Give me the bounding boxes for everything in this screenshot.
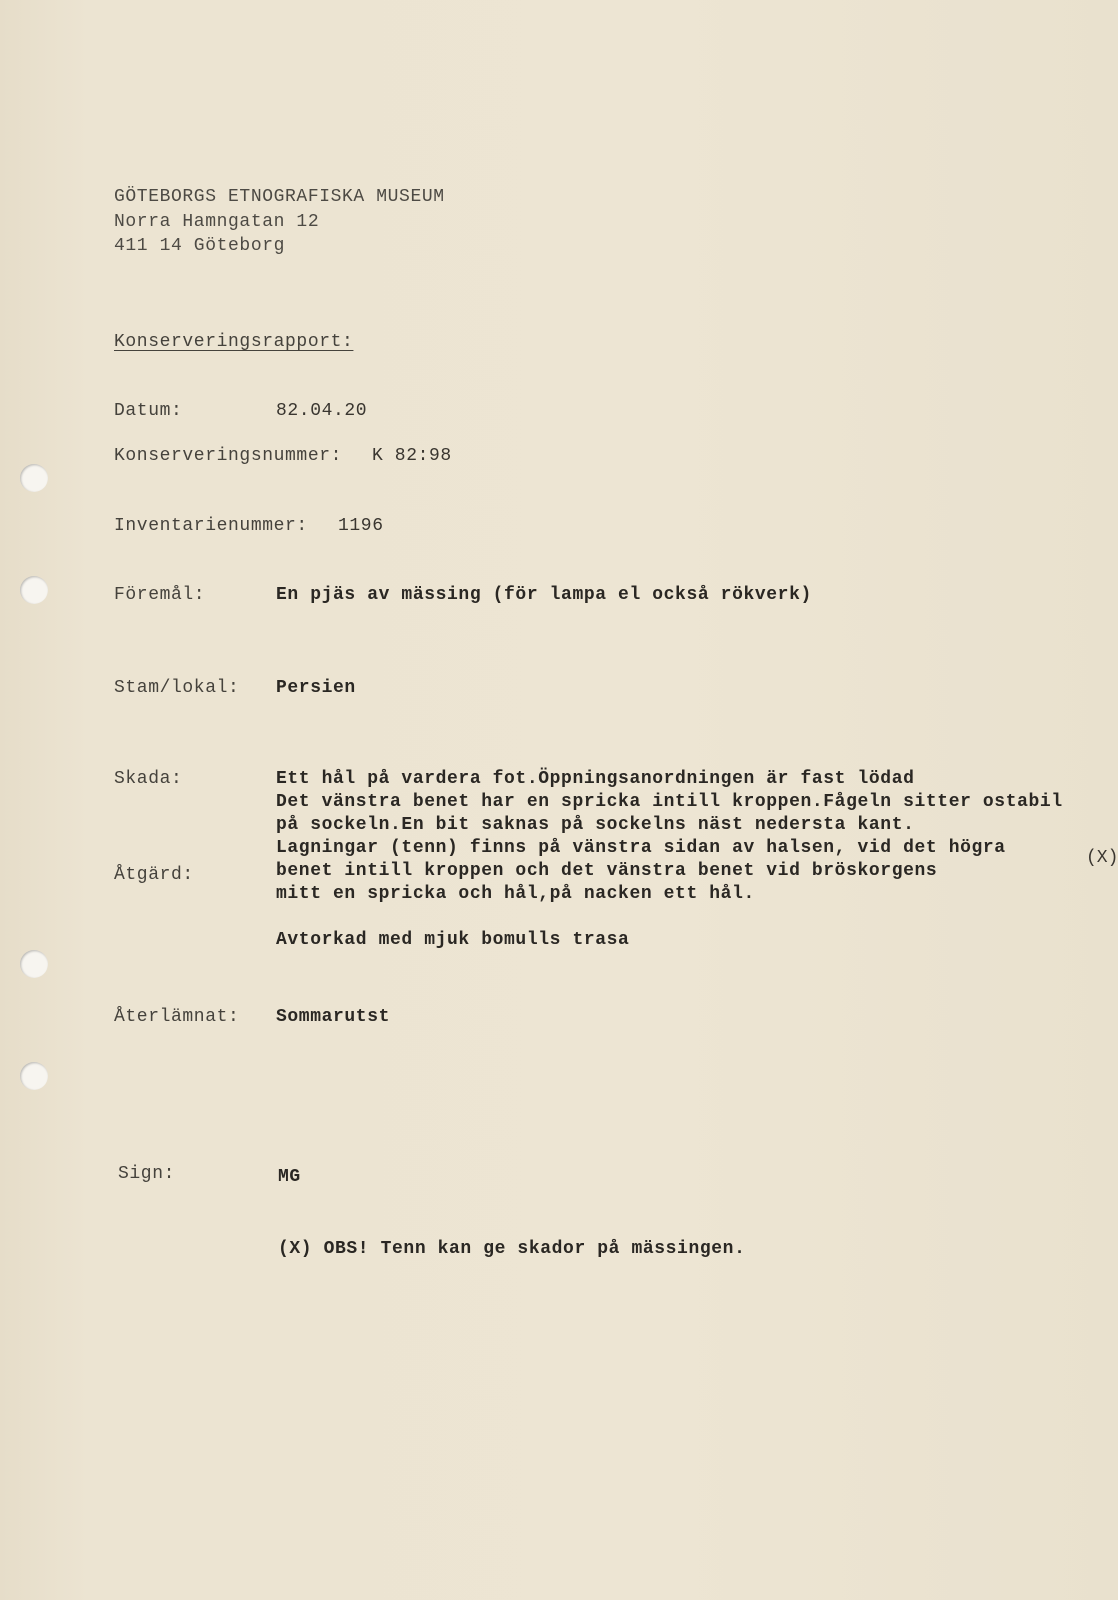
datum-label: Datum: (114, 401, 183, 421)
punch-hole (20, 576, 48, 604)
foremal-value: En pjäs av mässing (för lampa el också rökverk) (276, 585, 812, 605)
street-address: Norra Hamngatan 12 (114, 212, 320, 232)
inventarienummer-value: 1196 (338, 516, 384, 536)
skada-line: på sockeln.En bit saknas på sockelns näst nedersta kant. (276, 815, 915, 835)
sign-label: Sign: (118, 1164, 176, 1184)
margin-mark: (X) (1086, 848, 1118, 868)
punch-hole (20, 950, 48, 978)
stam-label: Stam/lokal: (114, 678, 240, 698)
aterlamnat-label: Återlämnat: (114, 1007, 240, 1027)
city-address: 411 14 Göteborg (114, 236, 286, 256)
aterlamnat-value: Sommarutst (276, 1007, 391, 1027)
skada-line: Ett hål på vardera fot.Öppningsanordningen är fast lödad (276, 769, 915, 789)
skada-line: Det vänstra benet har en spricka intill kroppen.Fågeln sitter ostabil (276, 792, 1063, 812)
foremal-label: Föremål: (114, 585, 206, 605)
footnote: (X) OBS! Tenn kan ge skador på mässingen. (278, 1239, 746, 1259)
konserveringsnummer-label: Konserveringsnummer: (114, 446, 343, 466)
inventarienummer-label: Inventarienummer: (114, 516, 308, 536)
skada-label: Skada: (114, 769, 183, 789)
sign-value: MG (278, 1167, 301, 1187)
datum-value: 82.04.20 (276, 401, 368, 421)
skada-line: mitt en spricka och hål,på nacken ett hål. (276, 884, 755, 904)
skada-line: Lagningar (tenn) finns på vänstra sidan av halsen, vid det högra (276, 838, 1006, 858)
institution-name: GÖTEBORGS ETNOGRAFISKA MUSEUM (114, 187, 445, 207)
report-title: Konserveringsrapport: (114, 332, 354, 352)
skada-line: benet intill kroppen och det vänstra benet vid bröskorgens (276, 861, 938, 881)
punch-hole (20, 1062, 48, 1090)
atgard-value: Avtorkad med mjuk bomulls trasa (276, 930, 630, 950)
atgard-label: Åtgärd: (114, 865, 194, 885)
stam-value: Persien (276, 678, 356, 698)
konserveringsnummer-value: K 82:98 (372, 446, 452, 466)
punch-hole (20, 464, 48, 492)
